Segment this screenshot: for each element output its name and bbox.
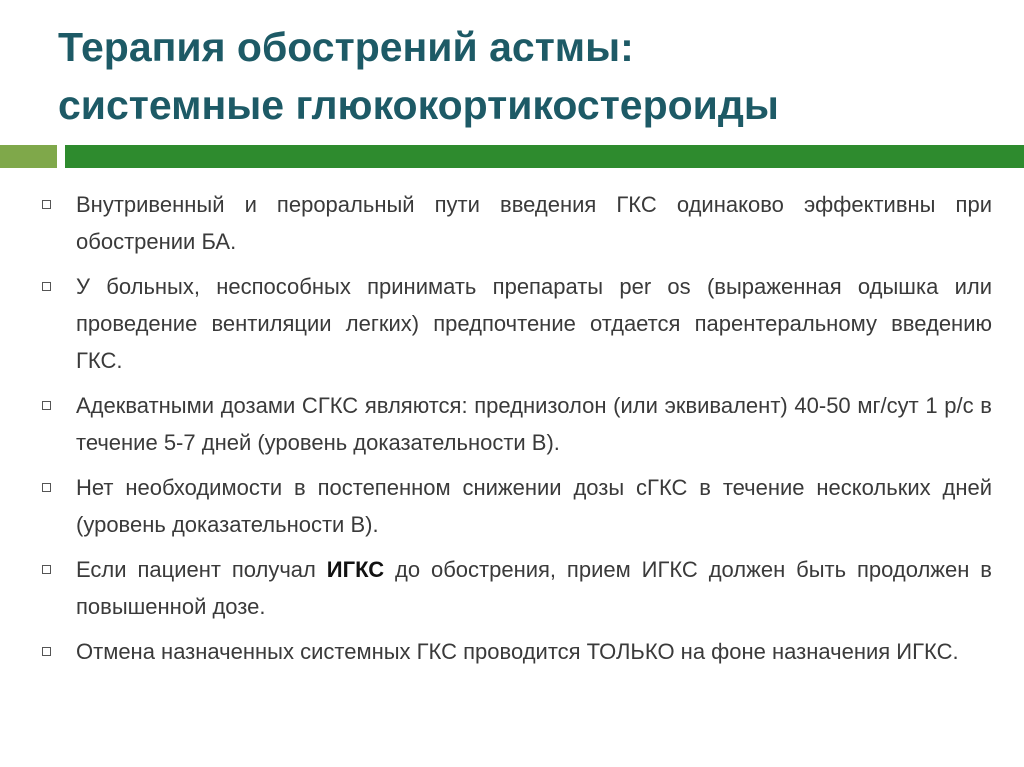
bullet-item-2 xyxy=(40,268,992,379)
slide-title-line-1: Терапия обострений астмы: xyxy=(58,24,634,70)
square-bullet-icon xyxy=(42,401,51,410)
square-bullet-icon xyxy=(42,565,51,574)
bullet-text-before: Если пациент получал xyxy=(76,557,327,582)
slide-title xyxy=(58,18,998,134)
square-bullet-icon xyxy=(42,647,51,656)
bullet-item-3 xyxy=(40,387,992,461)
bullet-item-4 xyxy=(40,469,992,543)
bullet-text-bold: ИГКС xyxy=(326,557,385,582)
bullet-text: Внутривенный и пероральный пути введения ГКС одинаково эффективны при обострении БА. xyxy=(76,192,992,254)
bullet-text: Отмена назначенных системных ГКС проводится ТОЛЬКО на фоне назначения ИГКС. xyxy=(76,639,959,664)
title-rule-accent xyxy=(0,145,57,168)
title-rule-bar xyxy=(65,145,1024,168)
slide-title-line-2: системные глюкокортикостероиды xyxy=(58,82,779,128)
bullet-text: Адекватными дозами СГКС являются: преднизолон (или эквивалент) 40-50 мг/сут 1 р/с в течение 5-7 дней (уровень доказательности В). xyxy=(76,393,992,455)
bullet-item-1 xyxy=(40,186,992,260)
bullet-text: Нет необходимости в постепенном снижении дозы сГКС в течение нескольких дней (уровень доказательности В). xyxy=(76,475,992,537)
square-bullet-icon xyxy=(42,483,51,492)
bullet-list xyxy=(40,186,992,678)
bullet-item-5 xyxy=(40,551,992,625)
bullet-item-6 xyxy=(40,633,992,670)
bullet-text-after: до обострения, прием ИГКС должен быть продолжен в повышенной дозе. xyxy=(76,557,992,619)
bullet-text: У больных, неспособных принимать препараты per os (выраженная одышка или проведение вентиляции легких) предпочтение отдается парентеральному введению ГКС. xyxy=(76,274,992,373)
square-bullet-icon xyxy=(42,282,51,291)
square-bullet-icon xyxy=(42,200,51,209)
